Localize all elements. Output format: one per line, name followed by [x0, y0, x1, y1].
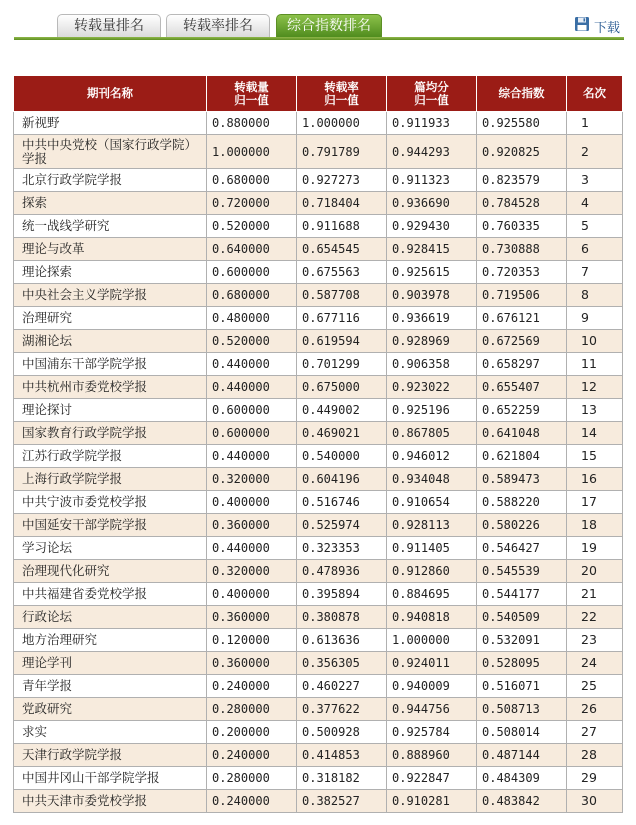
cell-journal-name: 中共天津市委党校学报 [14, 790, 207, 813]
cell-reprint-volume: 0.440000 [207, 537, 297, 560]
cell-journal-name: 中国浦东干部学院学报 [14, 353, 207, 376]
cell-reprint-rate: 0.356305 [297, 652, 387, 675]
table-row [14, 744, 623, 767]
cell-composite-index: 0.784528 [477, 192, 567, 215]
cell-rank: 6 [567, 238, 623, 261]
cell-composite-index: 0.508713 [477, 698, 567, 721]
cell-rank: 2 [567, 135, 623, 169]
cell-reprint-volume: 0.240000 [207, 790, 297, 813]
cell-journal-name: 青年学报 [14, 675, 207, 698]
table-row [14, 399, 623, 422]
cell-reprint-volume: 0.400000 [207, 491, 297, 514]
cell-avg-score: 0.912860 [387, 560, 477, 583]
cell-composite-index: 0.589473 [477, 468, 567, 491]
cell-composite-index: 0.720353 [477, 261, 567, 284]
cell-rank: 1 [567, 112, 623, 135]
cell-avg-score: 0.906358 [387, 353, 477, 376]
cell-rank: 14 [567, 422, 623, 445]
cell-rank: 7 [567, 261, 623, 284]
cell-reprint-rate: 0.449002 [297, 399, 387, 422]
cell-reprint-rate: 0.478936 [297, 560, 387, 583]
table-row [14, 284, 623, 307]
cell-reprint-volume: 0.720000 [207, 192, 297, 215]
download-button[interactable] [574, 16, 620, 36]
cell-journal-name: 天津行政学院学报 [14, 744, 207, 767]
cell-reprint-rate: 0.587708 [297, 284, 387, 307]
cell-avg-score: 0.929430 [387, 215, 477, 238]
cell-rank: 8 [567, 284, 623, 307]
cell-reprint-volume: 0.520000 [207, 215, 297, 238]
cell-reprint-rate: 0.718404 [297, 192, 387, 215]
col-header-reprint-rate: 转载率 归一值 [297, 76, 387, 112]
cell-avg-score: 0.934048 [387, 468, 477, 491]
cell-avg-score: 0.940009 [387, 675, 477, 698]
cell-rank: 10 [567, 330, 623, 353]
cell-reprint-rate: 0.377622 [297, 698, 387, 721]
col-header-rank: 名次 [567, 76, 623, 112]
cell-avg-score: 0.888960 [387, 744, 477, 767]
cell-reprint-volume: 0.360000 [207, 514, 297, 537]
cell-journal-name: 地方治理研究 [14, 629, 207, 652]
cell-reprint-volume: 0.600000 [207, 399, 297, 422]
cell-composite-index: 0.658297 [477, 353, 567, 376]
col-header-journal-name: 期刊名称 [14, 76, 207, 112]
cell-reprint-rate: 0.540000 [297, 445, 387, 468]
cell-rank: 9 [567, 307, 623, 330]
cell-reprint-rate: 0.791789 [297, 135, 387, 169]
cell-composite-index: 0.580226 [477, 514, 567, 537]
cell-rank: 17 [567, 491, 623, 514]
cell-reprint-volume: 0.680000 [207, 169, 297, 192]
cell-rank: 13 [567, 399, 623, 422]
cell-avg-score: 0.925784 [387, 721, 477, 744]
cell-rank: 30 [567, 790, 623, 813]
cell-reprint-rate: 0.677116 [297, 307, 387, 330]
cell-journal-name: 治理现代化研究 [14, 560, 207, 583]
cell-rank: 23 [567, 629, 623, 652]
cell-journal-name: 治理研究 [14, 307, 207, 330]
cell-reprint-rate: 0.323353 [297, 537, 387, 560]
cell-reprint-rate: 0.318182 [297, 767, 387, 790]
cell-rank: 24 [567, 652, 623, 675]
cell-rank: 20 [567, 560, 623, 583]
table-row [14, 215, 623, 238]
cell-composite-index: 0.483842 [477, 790, 567, 813]
table-header-row [14, 76, 623, 112]
cell-avg-score: 0.944293 [387, 135, 477, 169]
tab-reprint-rate-ranking[interactable]: 转载率排名 [166, 14, 270, 38]
cell-reprint-rate: 0.619594 [297, 330, 387, 353]
table-row [14, 606, 623, 629]
cell-journal-name: 行政论坛 [14, 606, 207, 629]
cell-composite-index: 0.760335 [477, 215, 567, 238]
cell-journal-name: 中共宁波市委党校学报 [14, 491, 207, 514]
cell-composite-index: 0.487144 [477, 744, 567, 767]
cell-composite-index: 0.516071 [477, 675, 567, 698]
cell-reprint-volume: 0.120000 [207, 629, 297, 652]
table-row [14, 330, 623, 353]
cell-avg-score: 0.928969 [387, 330, 477, 353]
cell-avg-score: 0.936619 [387, 307, 477, 330]
table-row [14, 169, 623, 192]
cell-reprint-volume: 0.240000 [207, 744, 297, 767]
cell-composite-index: 0.532091 [477, 629, 567, 652]
cell-reprint-rate: 0.654545 [297, 238, 387, 261]
download-label: 下载 [594, 20, 621, 36]
cell-reprint-volume: 0.280000 [207, 698, 297, 721]
cell-journal-name: 中国井冈山干部学院学报 [14, 767, 207, 790]
cell-reprint-volume: 0.440000 [207, 376, 297, 399]
cell-composite-index: 0.920825 [477, 135, 567, 169]
table-row [14, 652, 623, 675]
cell-reprint-rate: 0.701299 [297, 353, 387, 376]
cell-rank: 29 [567, 767, 623, 790]
cell-reprint-rate: 0.516746 [297, 491, 387, 514]
table-body [14, 112, 623, 813]
table-row [14, 491, 623, 514]
cell-composite-index: 0.652259 [477, 399, 567, 422]
cell-reprint-volume: 0.240000 [207, 675, 297, 698]
cell-avg-score: 1.000000 [387, 629, 477, 652]
table-row [14, 537, 623, 560]
cell-journal-name: 新视野 [14, 112, 207, 135]
tab-reprint-volume-ranking[interactable]: 转载量排名 [57, 14, 161, 38]
cell-journal-name: 统一战线学研究 [14, 215, 207, 238]
cell-avg-score: 0.940818 [387, 606, 477, 629]
cell-composite-index: 0.546427 [477, 537, 567, 560]
cell-reprint-rate: 0.500928 [297, 721, 387, 744]
cell-reprint-volume: 0.320000 [207, 468, 297, 491]
cell-avg-score: 0.925615 [387, 261, 477, 284]
cell-reprint-volume: 0.360000 [207, 652, 297, 675]
cell-rank: 12 [567, 376, 623, 399]
table-row [14, 261, 623, 284]
cell-reprint-volume: 0.480000 [207, 307, 297, 330]
cell-journal-name: 中央社会主义学院学报 [14, 284, 207, 307]
tab-underline [14, 37, 624, 40]
cell-rank: 22 [567, 606, 623, 629]
cell-composite-index: 0.823579 [477, 169, 567, 192]
cell-reprint-rate: 0.675000 [297, 376, 387, 399]
cell-rank: 21 [567, 583, 623, 606]
cell-reprint-rate: 0.613636 [297, 629, 387, 652]
cell-reprint-rate: 0.395894 [297, 583, 387, 606]
cell-composite-index: 0.641048 [477, 422, 567, 445]
cell-composite-index: 0.588220 [477, 491, 567, 514]
cell-reprint-volume: 0.400000 [207, 583, 297, 606]
cell-rank: 15 [567, 445, 623, 468]
cell-reprint-rate: 0.380878 [297, 606, 387, 629]
cell-reprint-rate: 1.000000 [297, 112, 387, 135]
cell-rank: 5 [567, 215, 623, 238]
cell-rank: 18 [567, 514, 623, 537]
cell-rank: 19 [567, 537, 623, 560]
cell-avg-score: 0.910281 [387, 790, 477, 813]
cell-avg-score: 0.903978 [387, 284, 477, 307]
cell-journal-name: 国家教育行政学院学报 [14, 422, 207, 445]
table-row [14, 192, 623, 215]
cell-journal-name: 江苏行政学院学报 [14, 445, 207, 468]
cell-reprint-volume: 0.280000 [207, 767, 297, 790]
cell-reprint-volume: 0.320000 [207, 560, 297, 583]
tab-composite-index-ranking[interactable]: 综合指数排名 [276, 14, 382, 38]
cell-reprint-rate: 0.604196 [297, 468, 387, 491]
table-row [14, 583, 623, 606]
cell-reprint-volume: 0.880000 [207, 112, 297, 135]
cell-rank: 16 [567, 468, 623, 491]
cell-composite-index: 0.484309 [477, 767, 567, 790]
cell-avg-score: 0.923022 [387, 376, 477, 399]
table-row [14, 445, 623, 468]
cell-reprint-volume: 0.640000 [207, 238, 297, 261]
cell-journal-name: 湖湘论坛 [14, 330, 207, 353]
table-row [14, 675, 623, 698]
cell-reprint-rate: 0.525974 [297, 514, 387, 537]
cell-journal-name: 理论探索 [14, 261, 207, 284]
table-row [14, 560, 623, 583]
cell-avg-score: 0.884695 [387, 583, 477, 606]
cell-avg-score: 0.936690 [387, 192, 477, 215]
table-row [14, 422, 623, 445]
cell-journal-name: 北京行政学院学报 [14, 169, 207, 192]
cell-reprint-volume: 1.000000 [207, 135, 297, 169]
cell-reprint-volume: 0.360000 [207, 606, 297, 629]
cell-composite-index: 0.621804 [477, 445, 567, 468]
cell-reprint-rate: 0.911688 [297, 215, 387, 238]
table-row [14, 307, 623, 330]
cell-journal-name: 学习论坛 [14, 537, 207, 560]
col-header-composite-index: 综合指数 [477, 76, 567, 112]
save-disk-icon [574, 16, 594, 36]
cell-reprint-volume: 0.520000 [207, 330, 297, 353]
cell-journal-name: 理论学刊 [14, 652, 207, 675]
table-row [14, 767, 623, 790]
cell-composite-index: 0.655407 [477, 376, 567, 399]
table-row [14, 790, 623, 813]
table-row [14, 135, 623, 169]
cell-reprint-volume: 0.440000 [207, 445, 297, 468]
cell-reprint-volume: 0.600000 [207, 261, 297, 284]
table-row [14, 376, 623, 399]
cell-journal-name: 中共杭州市委党校学报 [14, 376, 207, 399]
cell-journal-name: 党政研究 [14, 698, 207, 721]
cell-composite-index: 0.528095 [477, 652, 567, 675]
cell-rank: 28 [567, 744, 623, 767]
cell-journal-name: 理论探讨 [14, 399, 207, 422]
cell-composite-index: 0.676121 [477, 307, 567, 330]
cell-composite-index: 0.672569 [477, 330, 567, 353]
cell-rank: 3 [567, 169, 623, 192]
cell-composite-index: 0.730888 [477, 238, 567, 261]
table-row [14, 629, 623, 652]
table-row [14, 721, 623, 744]
cell-rank: 11 [567, 353, 623, 376]
cell-reprint-rate: 0.469021 [297, 422, 387, 445]
cell-composite-index: 0.508014 [477, 721, 567, 744]
cell-reprint-rate: 0.927273 [297, 169, 387, 192]
table-row [14, 238, 623, 261]
cell-avg-score: 0.911933 [387, 112, 477, 135]
cell-reprint-volume: 0.200000 [207, 721, 297, 744]
cell-reprint-volume: 0.600000 [207, 422, 297, 445]
table-row [14, 514, 623, 537]
cell-avg-score: 0.911323 [387, 169, 477, 192]
cell-reprint-volume: 0.440000 [207, 353, 297, 376]
cell-composite-index: 0.545539 [477, 560, 567, 583]
col-header-avg-score: 篇均分 归一值 [387, 76, 477, 112]
cell-avg-score: 0.925196 [387, 399, 477, 422]
ranking-table [13, 75, 623, 813]
table-row [14, 112, 623, 135]
table-row [14, 698, 623, 721]
tab-bar [0, 0, 636, 42]
cell-avg-score: 0.946012 [387, 445, 477, 468]
col-header-reprint-volume: 转载量 归一值 [207, 76, 297, 112]
cell-reprint-volume: 0.680000 [207, 284, 297, 307]
cell-rank: 25 [567, 675, 623, 698]
cell-rank: 26 [567, 698, 623, 721]
table-row [14, 353, 623, 376]
cell-avg-score: 0.922847 [387, 767, 477, 790]
cell-reprint-rate: 0.414853 [297, 744, 387, 767]
cell-rank: 4 [567, 192, 623, 215]
table-row [14, 468, 623, 491]
cell-reprint-rate: 0.675563 [297, 261, 387, 284]
cell-avg-score: 0.944756 [387, 698, 477, 721]
cell-journal-name: 上海行政学院学报 [14, 468, 207, 491]
cell-rank: 27 [567, 721, 623, 744]
cell-avg-score: 0.928415 [387, 238, 477, 261]
cell-composite-index: 0.925580 [477, 112, 567, 135]
cell-journal-name: 中国延安干部学院学报 [14, 514, 207, 537]
cell-composite-index: 0.540509 [477, 606, 567, 629]
cell-journal-name: 中共福建省委党校学报 [14, 583, 207, 606]
cell-avg-score: 0.910654 [387, 491, 477, 514]
cell-composite-index: 0.719506 [477, 284, 567, 307]
cell-avg-score: 0.924011 [387, 652, 477, 675]
cell-composite-index: 0.544177 [477, 583, 567, 606]
cell-journal-name: 求实 [14, 721, 207, 744]
cell-journal-name: 理论与改革 [14, 238, 207, 261]
cell-reprint-rate: 0.460227 [297, 675, 387, 698]
cell-journal-name: 中共中央党校（国家行政学院）学报 [14, 135, 207, 169]
cell-journal-name: 探索 [14, 192, 207, 215]
cell-avg-score: 0.928113 [387, 514, 477, 537]
cell-reprint-rate: 0.382527 [297, 790, 387, 813]
cell-avg-score: 0.867805 [387, 422, 477, 445]
cell-avg-score: 0.911405 [387, 537, 477, 560]
